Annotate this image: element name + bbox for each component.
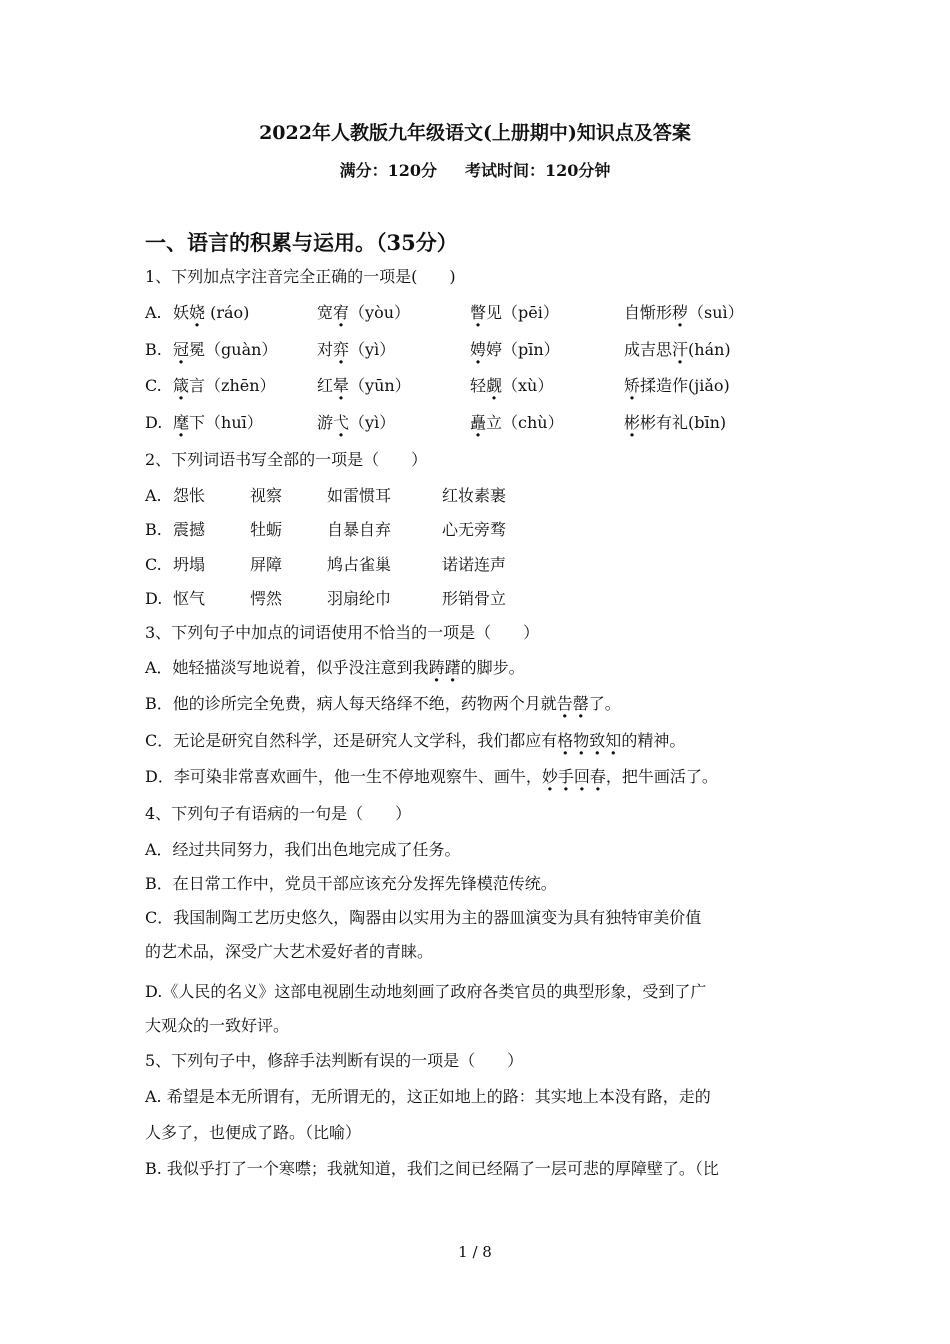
dotted-character: 回 — [573, 767, 590, 786]
question-3-option-d: D．李可染非常喜欢画牛，他一生不停地观察牛、画牛，妙手回春，把牛画活了。 — [145, 767, 718, 786]
word-item: 形销骨立 — [442, 589, 507, 608]
dotted-character: 彬 — [624, 413, 641, 432]
option-letter: B. — [145, 520, 162, 539]
dotted-character: 瞥 — [470, 303, 487, 322]
word-item: 屏障 — [250, 555, 283, 574]
word-item: 诺诺连声 — [442, 555, 507, 574]
page-number: 1 / 8 — [458, 1243, 492, 1261]
dotted-character: 娆 — [189, 303, 206, 322]
pinyin-item: 成吉思汗(hán) — [624, 340, 731, 359]
dotted-character: 秽 — [672, 303, 689, 322]
question-4-option-c-line1: C．我国制陶工艺历史悠久，陶器由以实用为主的器皿演变为具有独特审美价值 — [145, 908, 702, 927]
dotted-character: 告 — [556, 694, 573, 713]
dotted-character: 致 — [589, 731, 606, 750]
pinyin-item: 宽宥（yòu） — [317, 303, 411, 322]
dotted-character: 知 — [605, 731, 622, 750]
dotted-character: 宥 — [333, 303, 350, 322]
pinyin-item: 轻觑（xù） — [470, 376, 554, 395]
question-3-option-c: C．无论是研究自然科学，还是研究人文学科，我们都应有格物致知的精神。 — [145, 731, 686, 750]
exam-info — [0, 158, 950, 181]
word-item: 坍塌 — [173, 555, 206, 574]
document-title: 2022年人教版九年级语文(上册期中)知识点及答案 — [259, 122, 691, 144]
word-item: 怄气 — [173, 589, 206, 608]
dotted-word — [557, 731, 621, 750]
question-4-option-d-line2: 大观众的一致好评。 — [145, 1016, 290, 1035]
dotted-character: 踌 — [428, 658, 445, 677]
word-item: 视察 — [250, 486, 283, 505]
dotted-character: 觑 — [486, 376, 503, 395]
question-5-option-a-line2: 人多了，也便成了路。（比喻） — [145, 1123, 362, 1142]
pinyin-item: 游弋（yì） — [317, 413, 396, 432]
word-item: 如雷惯耳 — [327, 486, 392, 505]
question-2-stem: 2、下列词语书写全部的一项是（ ） — [145, 450, 428, 469]
pinyin-item: 自惭形秽（suì） — [624, 303, 744, 322]
question-4-stem: 4、下列句子有语病的一句是（ ） — [145, 804, 412, 823]
question-4-option-d-line1: D.《人民的名义》这部电视剧生动地刻画了政府各类官员的典型形象，受到了广 — [145, 982, 707, 1001]
pinyin-item: 娉婷（pīn） — [470, 340, 560, 359]
option-letter: A. — [145, 486, 162, 505]
pinyin-item: 冠冕（guàn） — [173, 340, 278, 359]
dotted-character: 晕 — [333, 376, 350, 395]
pinyin-item: 矫揉造作(jiǎo) — [624, 376, 730, 395]
question-1-stem: 1、下列加点字注音完全正确的一项是( ) — [145, 267, 456, 286]
pinyin-item: 麾下（huī） — [173, 413, 263, 432]
dotted-word — [557, 694, 589, 713]
option-letter: C. — [145, 555, 162, 574]
option-letter: A. — [145, 303, 162, 322]
question-5-stem: 5、下列句子中，修辞手法判断有误的一项是（ ） — [145, 1051, 524, 1070]
word-item: 震撼 — [173, 520, 206, 539]
dotted-character: 娉 — [470, 340, 487, 359]
dotted-character: 弈 — [333, 340, 350, 359]
pinyin-item: 对弈（yì） — [317, 340, 396, 359]
dotted-character: 春 — [589, 767, 606, 786]
word-item: 牡蛎 — [250, 520, 283, 539]
word-item: 愕然 — [250, 589, 283, 608]
pinyin-item: 瞥见（pēi） — [470, 303, 559, 322]
pinyin-item: 箴言（zhēn） — [173, 376, 276, 395]
dotted-character: 麾 — [173, 413, 190, 432]
word-item: 鸠占雀巢 — [327, 555, 392, 574]
word-item: 羽扇纶巾 — [327, 589, 392, 608]
question-5-option-b-line1: B. 我似乎打了一个寒噤；我就知道，我们之间已经隔了一层可悲的厚障壁了。（比 — [145, 1159, 719, 1178]
word-item: 红妆素裹 — [442, 486, 507, 505]
dotted-character: 矫 — [624, 376, 641, 395]
question-4-option-c-line2: 的艺术品，深受广大艺术爱好者的青睐。 — [145, 942, 434, 961]
dotted-character: 冠 — [173, 340, 190, 359]
word-item: 自暴自弃 — [327, 520, 392, 539]
option-letter: C. — [145, 376, 162, 395]
exam-time: 考试时间：120分钟 — [465, 161, 611, 180]
section-heading: 一、语言的积累与运用。（35分） — [145, 230, 458, 255]
question-3-stem: 3、下列句子中加点的词语使用不恰当的一项是（ ） — [145, 623, 540, 642]
word-item: 心无旁骛 — [442, 520, 507, 539]
full-score: 满分：120分 — [339, 161, 437, 180]
question-4-option-a: A．经过共同努力，我们出色地完成了任务。 — [145, 840, 461, 859]
question-5-option-a-line1: A. 希望是本无所谓有，无所谓无的，这正如地上的路：其实地上本没有路，走的 — [145, 1087, 711, 1106]
pinyin-item: 妖娆 (ráo) — [173, 303, 250, 322]
dotted-character: 妙 — [541, 767, 558, 786]
word-item: 怨怅 — [173, 486, 206, 505]
option-letter: B. — [145, 340, 162, 359]
dotted-character: 汗 — [672, 340, 689, 359]
dotted-character: 物 — [573, 731, 590, 750]
question-3-option-a: A．她轻描淡写地说着，似乎没注意到我踌躇的脚步。 — [145, 658, 525, 677]
pinyin-item: 彬彬有礼(bīn) — [624, 413, 727, 432]
dotted-word — [542, 767, 606, 786]
dotted-character: 矗 — [470, 413, 487, 432]
pinyin-item: 矗立（chù） — [470, 413, 564, 432]
dotted-character: 罄 — [572, 694, 589, 713]
dotted-character: 弋 — [333, 413, 350, 432]
dotted-character: 格 — [557, 731, 574, 750]
option-letter: D. — [145, 589, 163, 608]
dotted-character: 箴 — [173, 376, 190, 395]
dotted-word — [429, 658, 461, 677]
dotted-character: 躇 — [444, 658, 461, 677]
option-letter: D. — [145, 413, 163, 432]
question-3-option-b: B．他的诊所完全免费，病人每天络绎不绝，药物两个月就告罄了。 — [145, 694, 621, 713]
pinyin-item: 红晕（yūn） — [317, 376, 411, 395]
dotted-character: 手 — [557, 767, 574, 786]
question-4-option-b: B．在日常工作中，党员干部应该充分发挥先锋模范传统。 — [145, 874, 557, 893]
